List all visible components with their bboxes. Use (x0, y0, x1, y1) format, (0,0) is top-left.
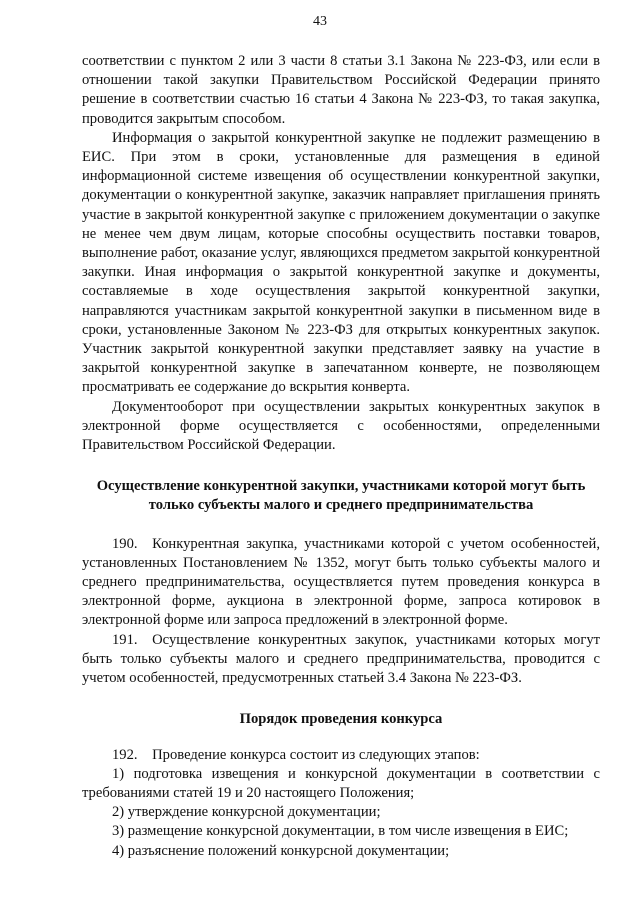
page-number: 43 (313, 14, 327, 29)
paragraph-190: 190. Конкурентная закупка, участниками которой с учетом особенностей, установленных Постановлением № 1352, могут быть только субъекты малого и среднего предпринимательства, осуществляется путем проведения конкурса в электронной форме, аукциона в электронной форме, запроса котировок в электронной форме или запроса предложений в электронной форме. (82, 535, 600, 629)
list-item-2: 2) утверждение конкурсной документации; (112, 804, 381, 821)
list-item-4: 4) разъяснение положений конкурсной документации; (112, 842, 450, 859)
section-heading-contest: Порядок проведения конкурса (239, 711, 443, 728)
section-heading-sme: Осуществление конкурентной закупки, участниками которой могут быть только субъекты малого и среднего предпринимательства (96, 478, 586, 514)
list-item-1: 1) подготовка извещения и конкурсной документации в соответствии с требованиями статей 19 и 20 настоящего Положения; (82, 765, 600, 801)
paragraph-closed-procurement-info: Информация о закрытой конкурентной закупке не подлежит размещению в ЕИС. При этом в сроки, установленные для размещения в единой информационной системе извещения об осуществлении конкурентной закупки, документации о конкурентной закупке, заказчик направляет приглашения принять участие в закрытой конкурентной закупке с приложением документации о закупке не менее чем двум лицам, которые способны осуществить поставки товаров, выполнение работ, оказание услуг, являющихся предметом закрытой конкурентной закупки. Иная информация о закрытой конкурентной закупке и документы, составляемые в ходе осуществления закрытой конкурентной закупки, направляются участникам закрытой конкурентной закупки в письменном виде в сроки, установленные Законом № 223-ФЗ для открытых конкурентных закупок. Участник закрытой конкурентной закупки представляет заявку на участие в закрытой конкурентной закупке в запечатанном конверте, не позволяющем просматривать ее содержание до вскрытия конверта. (82, 129, 601, 396)
document-body (82, 52, 600, 861)
paragraph-continuation: соответствии с пунктом 2 или 3 части 8 статьи 3.1 Закона № 223-ФЗ, или если в отношении такой закупки Правительством Российской Федерации принято решение в соответствии счастью 16 статьи 4 Закона № 223-ФЗ, то такая закупка, проводится закрытым способом. (82, 53, 600, 127)
paragraph-192: 192. Проведение конкурса состоит из следующих этапов: (112, 746, 480, 763)
paragraph-document-flow: Документооборот при осуществлении закрытых конкурентных закупок в электронной форме осуществляется с особенностями, определенными Правительством Российской Федерации. (82, 398, 600, 454)
list-item-3: 3) размещение конкурсной документации, в том числе извещения в ЕИС; (112, 823, 569, 840)
paragraph-191: 191. Осуществление конкурентных закупок, участниками которых могут быть только субъекты малого и среднего предпринимательства, проводится с учетом особенностей, предусмотренных статьей 3.4 Закона № 223-ФЗ. (82, 631, 600, 687)
